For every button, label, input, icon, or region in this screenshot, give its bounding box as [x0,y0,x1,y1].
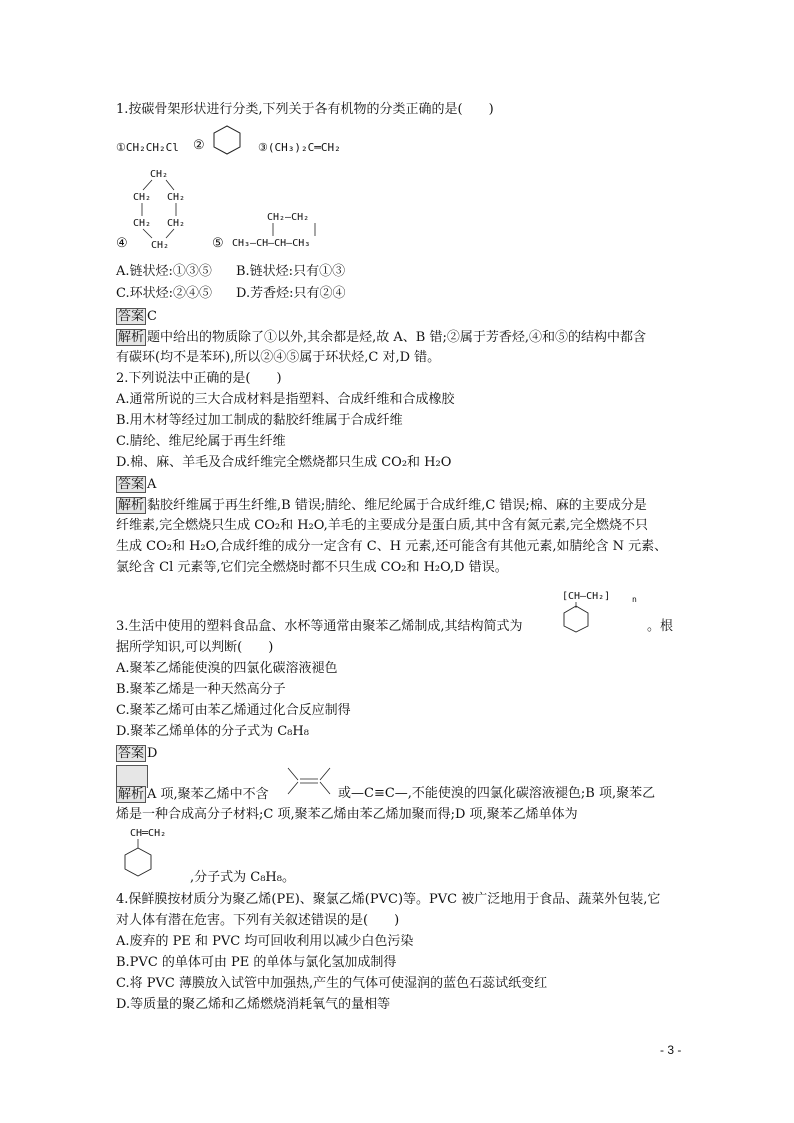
styrene-structure [118,826,198,882]
q2-stem: 2.下列说法中正确的是( ) [116,371,282,386]
q3-option-c: C.聚苯乙烯可由苯乙烯通过化合反应制得 [116,703,351,718]
q3-analysis-line-1: 解析 A 项,聚苯乙烯中不含 [118,787,269,802]
q1-analysis-line-2: 有碳环(均不是苯环),所以②④⑤属于环状烃,C 对,D 错。 [116,350,441,365]
c4-top: CH₂ [150,169,169,180]
polymer-chain: [CH—CH₂] [562,591,611,602]
c5-top: CH₂—CH₂ [267,212,310,223]
q3-analysis-line-3: ,分子式为 C₈H₈。 [190,870,295,885]
q1-compound-2-label: ② [193,138,205,153]
q2-analysis-line-4: 氯纶含 Cl 元素等,它们完全燃烧时都不只生成 CO₂和 H₂O,D 错误。 [116,560,508,575]
q3-analysis-line-2: 烯是一种合成高分子材料;C 项,聚苯乙烯由苯乙烯加聚而得;D 项,聚苯乙烯单体为 [116,807,578,822]
c4-right-1: CH₂ [167,192,186,203]
q1-option-a: A.链状烃:①③⑤ [116,264,212,279]
q4-stem-line-2: 对人体有潜在危害。下列有关叙述错误的是( ) [116,913,400,928]
q3-option-d: D.聚苯乙烯单体的分子式为 C₈H₈ [116,724,309,739]
q1-analysis-line-1: 解析 题中给出的物质除了①以外,其余都是烃,故 A、B 错;②属于芳香烃,④和⑤的结构中都含 [118,330,646,345]
q3-answer-value: D [147,746,158,761]
styrene-vinyl: CH═CH₂ [130,828,167,839]
q1-compound-4-label: ④ [116,236,128,251]
q1-compound-5-structure [232,208,362,252]
q3-stem-tail: 。根 [647,619,674,634]
q3-stem-line-1: 3.生活中使用的塑料食品盒、水杯等通常由聚苯乙烯制成,其结构简式为 [116,619,523,634]
q4-option-c: C.将 PVC 薄膜放入试管中加强热,产生的气体可使湿润的蓝色石蕊试纸变红 [116,976,548,991]
q1-compound-3: ③(CH₃)₂C═CH₂ [258,141,341,154]
c5-bottom: CH₃—CH—CH—CH₃ [232,238,311,249]
analysis-label: 解析 [118,787,145,802]
q3-analysis-line-1-tail: 或—C≡C—,不能使溴的四氯化碳溶液褪色;B 项,聚苯乙 [338,786,656,801]
double-bond-structure-icon [284,764,334,800]
q2-analysis-line-3: 生成 CO₂和 H₂O,合成纤维的成分一定含有 C、H 元素,还可能含有其他元素,如腈纶含 N 元素、 [116,539,668,554]
q4-option-b: B.PVC 的单体可由 PE 的单体与氯化氢加成制得 [116,955,397,970]
q1-stem: 1.按碳骨架形状进行分类,下列关于各有机物的分类正确的是( ) [116,102,494,117]
c4-left-1: CH₂ [133,192,152,203]
q2-analysis-line-1: 解析 黏胶纤维属于再生纤维,B 错误;腈纶、维尼纶属于合成纤维,C 错误;棉、麻的主要成分是 [118,498,647,513]
answer-label: 答案 [118,477,145,492]
c4-left-2: CH₂ [133,218,152,229]
q1-compound-5-label: ⑤ [212,236,224,251]
q1-answer [116,308,157,325]
q1-answer-value: C [147,309,157,324]
c4-right-2: CH₂ [167,218,186,229]
q4-stem-line-1: 4.保鲜膜按材质分为聚乙烯(PE)、聚氯乙烯(PVC)等。PVC 被广泛地用于食品、蔬菜外包装,它 [116,892,661,907]
analysis-label: 解析 [118,498,145,513]
q1-option-c: C.环状烃:②④⑤ [116,286,212,301]
q1-compound-4-structure [130,166,205,252]
q3-option-a: A.聚苯乙烯能使溴的四氯化碳溶液褪色 [116,661,338,676]
q2-option-b: B.用木材等经过加工制成的黏胶纤维属于合成纤维 [116,413,403,428]
c4-bottom: CH₂ [151,240,170,251]
analysis-label-box-top [116,765,148,788]
q3-answer [116,745,157,762]
q1-option-b: B.链状烃:只有①③ [236,264,346,279]
answer-label: 答案 [118,746,145,761]
q1-option-d: D.芳香烃:只有②④ [236,286,346,301]
q1-compound-1: ①CH₂CH₂Cl [116,141,179,154]
q2-answer-value: A [147,477,157,492]
q2-answer [116,476,156,493]
q2-option-a: A.通常所说的三大合成材料是指塑料、合成纤维和合成橡胶 [116,392,455,407]
q2-option-c: C.腈纶、维尼纶属于再生纤维 [116,434,286,449]
answer-label: 答案 [118,309,145,324]
page-number: - 3 - [660,1043,682,1057]
q3-stem-line-2: 据所学知识,可以判断( ) [116,640,274,655]
q4-option-a: A.废弃的 PE 和 PVC 均可回收利用以减少白色污染 [116,934,414,949]
benzene-ring-icon [212,124,242,156]
q2-option-d: D.棉、麻、羊毛及合成纤维完全燃烧都只生成 CO₂和 H₂O [116,455,452,470]
q4-option-d: D.等质量的聚乙烯和乙烯燃烧消耗氧气的量相等 [116,997,391,1012]
polymer-n: n [632,595,637,604]
q2-analysis-line-2: 纤维素,完全燃烧只生成 CO₂和 H₂O,羊毛的主要成分是蛋白质,其中含有氮元素,完全燃烧不只 [116,518,649,533]
q3-option-b: B.聚苯乙烯是一种天然高分子 [116,682,286,697]
analysis-label: 解析 [118,330,145,345]
